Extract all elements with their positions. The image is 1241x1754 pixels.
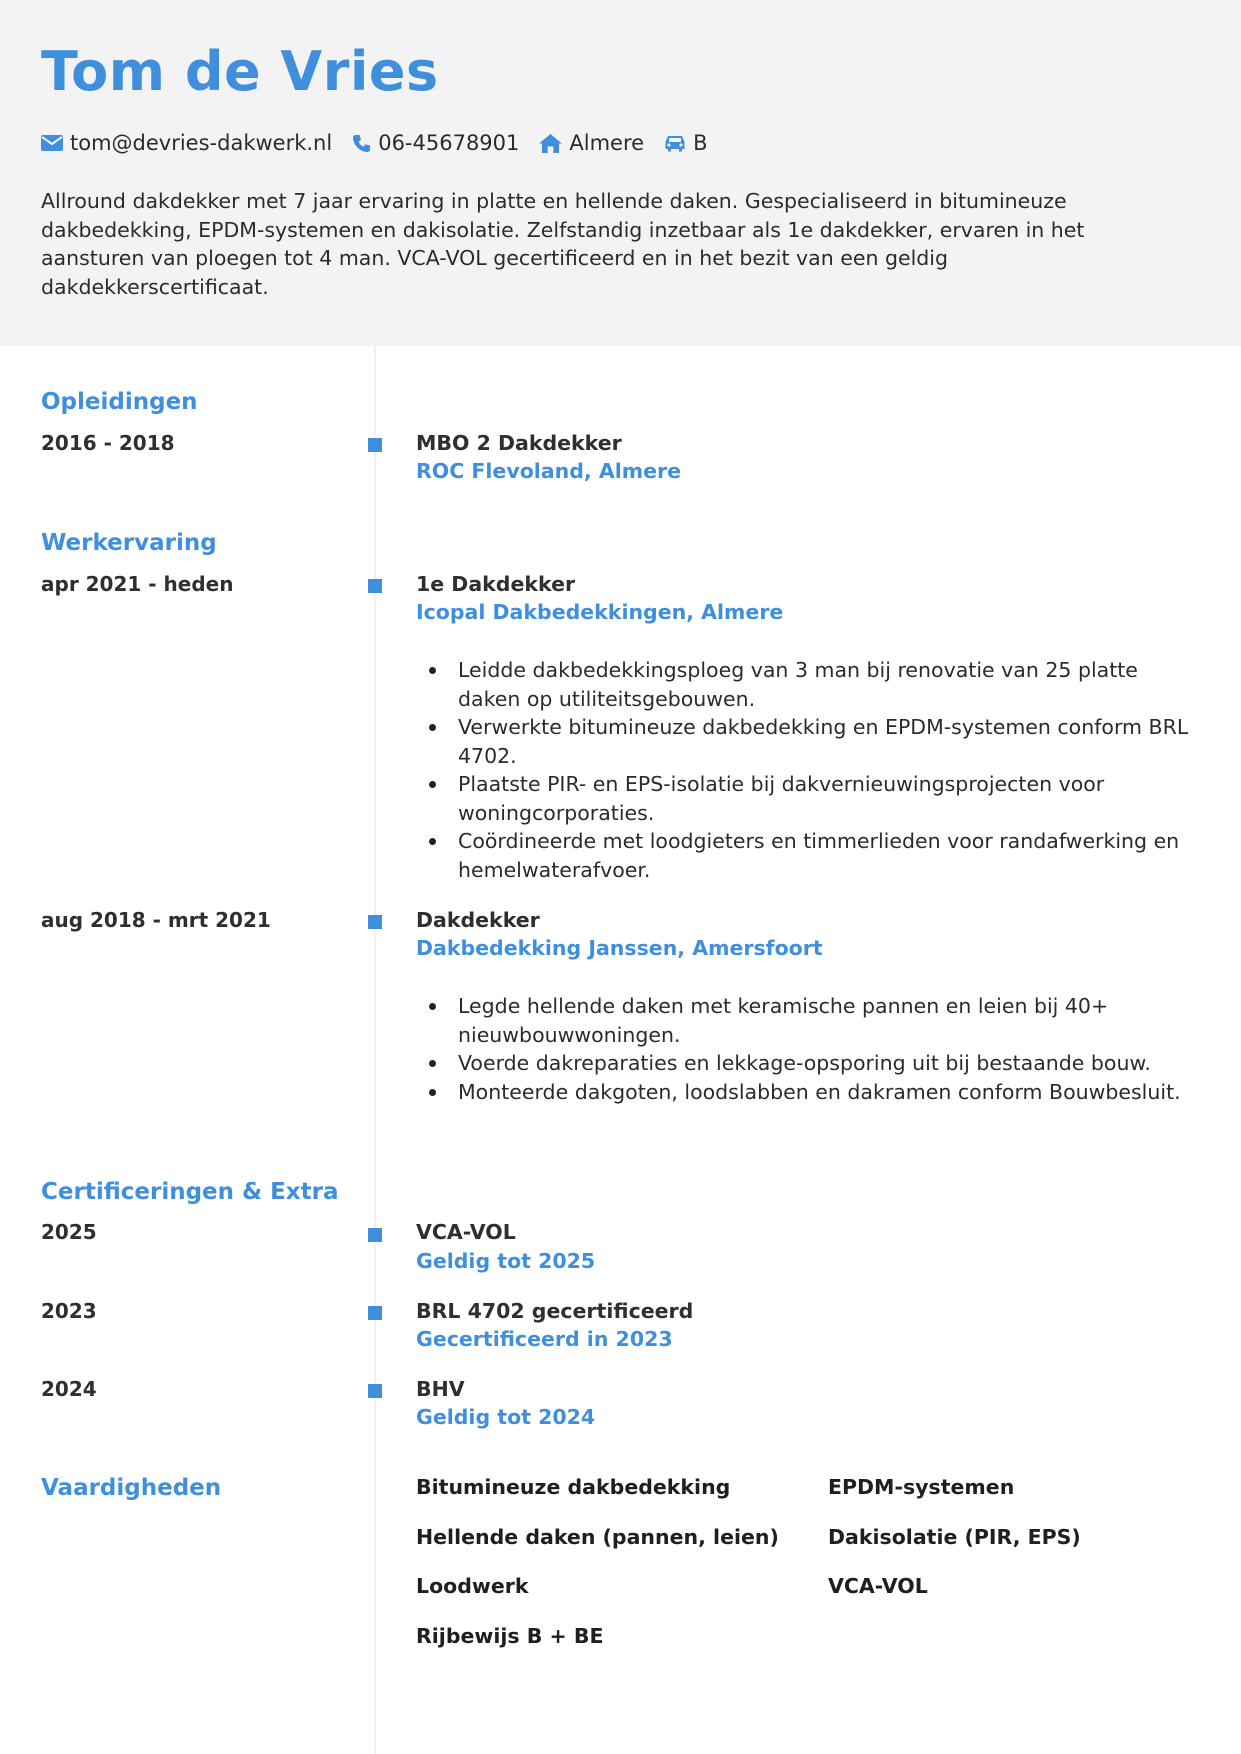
header	[0, 0, 1241, 346]
license-text: B	[693, 131, 708, 155]
phone-text: 06-45678901	[378, 131, 520, 155]
certification-validity: Geldig tot 2025	[416, 1249, 596, 1273]
certification-date: 2023	[41, 1299, 97, 1323]
envelope-icon	[41, 135, 63, 151]
profile-summary: Allround dakdekker met 7 jaar ervaring in platte en hellende daken. Gespecialiseerd in bitumineuze dakbedekking, EPDM-systemen en dakisolatie. Zelfstandig inzetbaar als 1e dakdekker, ervaren in het aansturen van ploegen tot 4 man. VCA-VOL gecertificeerd en in het bezit van een geldig dakdekkerscertificaat.	[41, 189, 1085, 299]
timeline-marker	[368, 1384, 382, 1398]
certification-validity: Geldig tot 2024	[416, 1405, 596, 1429]
education-institution: ROC Flevoland, Almere	[416, 459, 681, 483]
list-item: Leidde dakbedekkingsploeg van 3 man bij renovatie van 25 platte daken op utiliteitsgebouwen.	[416, 656, 1206, 713]
section-title-experience: Werkervaring	[41, 530, 217, 556]
phone-icon	[352, 134, 371, 153]
contact-license	[664, 131, 707, 155]
timeline-marker	[368, 579, 382, 593]
email-text: tom@devries-dakwerk.nl	[70, 131, 333, 155]
list-item: Legde hellende daken met keramische pannen en leien bij 40+ nieuwbouwwoningen.	[416, 992, 1206, 1049]
list-item: Plaatste PIR- en EPS-isolatie bij dakvernieuwingsprojecten voor woningcorporaties.	[416, 770, 1206, 827]
skill-item: Loodwerk	[416, 1574, 529, 1598]
timeline-marker	[368, 1228, 382, 1242]
skill-item: VCA-VOL	[828, 1574, 928, 1598]
section-title-education: Opleidingen	[41, 389, 198, 415]
section-title-skills: Vaardigheden	[41, 1475, 222, 1501]
contact-phone[interactable]	[352, 131, 519, 155]
list-item: Coördineerde met loodgieters en timmerlieden voor randafwerking en hemelwaterafvoer.	[416, 827, 1206, 884]
certification-validity: Gecertificeerd in 2023	[416, 1327, 673, 1351]
skill-item: Dakisolatie (PIR, EPS)	[828, 1525, 1081, 1549]
job-bullet-list	[416, 656, 1206, 884]
education-title: MBO 2 Dakdekker	[416, 431, 622, 455]
skill-item: Rijbewijs B + BE	[416, 1624, 604, 1648]
contact-location	[539, 131, 644, 155]
section-title-certifications: Certificeringen & Extra	[41, 1179, 339, 1205]
contact-email[interactable]	[41, 131, 332, 155]
education-date: 2016 - 2018	[41, 431, 175, 455]
job-title: 1e Dakdekker	[416, 572, 576, 596]
candidate-name: Tom de Vries	[41, 40, 439, 103]
experience-date: apr 2021 - heden	[41, 572, 234, 596]
timeline-marker	[368, 915, 382, 929]
skill-item: Bitumineuze dakbedekking	[416, 1475, 731, 1499]
location-text: Almere	[569, 131, 645, 155]
list-item: Verwerkte bitumineuze dakbedekking en EPDM-systemen conform BRL 4702.	[416, 713, 1206, 770]
certification-title: VCA-VOL	[416, 1220, 516, 1244]
certification-date: 2024	[41, 1377, 97, 1401]
job-employer: Icopal Dakbedekkingen, Almere	[416, 600, 784, 624]
certification-date: 2025	[41, 1220, 97, 1244]
skill-item: EPDM-systemen	[828, 1475, 1015, 1499]
list-item: Voerde dakreparaties en lekkage-opsporing uit bij bestaande bouw.	[416, 1049, 1206, 1078]
timeline-marker	[368, 438, 382, 452]
certification-title: BRL 4702 gecertificeerd	[416, 1299, 694, 1323]
home-icon	[539, 134, 562, 153]
timeline-marker	[368, 1306, 382, 1320]
timeline-divider	[374, 346, 376, 1754]
job-employer: Dakbedekking Janssen, Amersfoort	[416, 936, 823, 960]
job-title: Dakdekker	[416, 908, 540, 932]
contact-row	[41, 128, 727, 158]
car-icon	[664, 134, 686, 152]
list-item: Monteerde dakgoten, loodslabben en dakramen conform Bouwbesluit.	[416, 1078, 1206, 1107]
certification-title: BHV	[416, 1377, 465, 1401]
job-bullet-list	[416, 992, 1206, 1106]
skill-item: Hellende daken (pannen, leien)	[416, 1525, 779, 1549]
experience-date: aug 2018 - mrt 2021	[41, 908, 271, 932]
